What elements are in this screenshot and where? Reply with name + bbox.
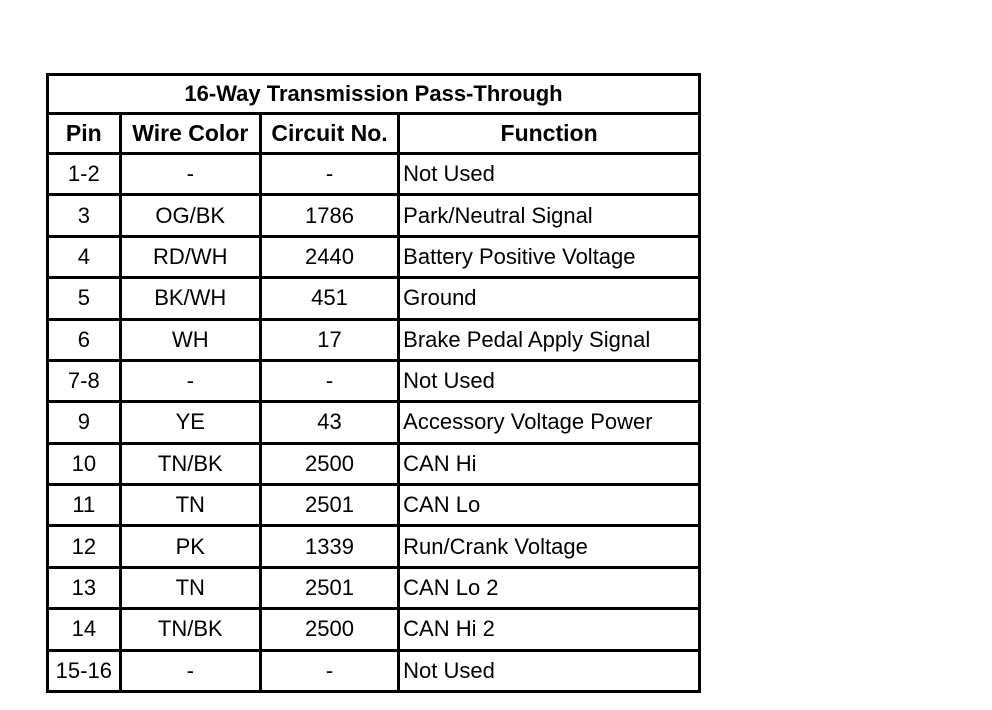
function-cell: CAN Lo 2 <box>400 569 698 607</box>
wire-color-cell: TN <box>122 486 259 524</box>
table-row <box>49 445 698 483</box>
circuit-cell: 2440 <box>262 238 397 276</box>
table-header-row <box>49 115 698 152</box>
wire-color-cell: TN/BK <box>122 445 259 483</box>
wire-color-cell: RD/WH <box>122 238 259 276</box>
table-row <box>49 569 698 607</box>
circuit-cell: 1339 <box>262 527 397 565</box>
header-circuit-no: Circuit No. <box>262 115 397 152</box>
wire-color-cell: YE <box>122 403 259 441</box>
pin-cell: 12 <box>49 527 119 565</box>
function-cell: Run/Crank Voltage <box>400 527 698 565</box>
table-row <box>49 321 698 359</box>
function-cell: Battery Positive Voltage <box>400 238 698 276</box>
function-cell: Not Used <box>400 362 698 400</box>
function-cell: Brake Pedal Apply Signal <box>400 321 698 359</box>
wire-color-cell: - <box>122 652 259 691</box>
pin-cell: 4 <box>49 238 119 276</box>
function-cell: Park/Neutral Signal <box>400 196 698 234</box>
wire-color-cell: TN/BK <box>122 610 259 648</box>
table-row <box>49 486 698 524</box>
circuit-cell: - <box>262 362 397 400</box>
wire-color-cell: BK/WH <box>122 279 259 317</box>
pin-cell: 5 <box>49 279 119 317</box>
table-title-row <box>49 76 698 112</box>
table-row <box>49 610 698 648</box>
function-cell: Not Used <box>400 155 698 193</box>
pin-cell: 9 <box>49 403 119 441</box>
wire-color-cell: WH <box>122 321 259 359</box>
wire-color-cell: TN <box>122 569 259 607</box>
function-cell: CAN Hi <box>400 445 698 483</box>
pin-cell: 1-2 <box>49 155 119 193</box>
header-function: Function <box>400 115 698 152</box>
circuit-cell: 1786 <box>262 196 397 234</box>
function-cell: Not Used <box>400 652 698 691</box>
pin-cell: 10 <box>49 445 119 483</box>
circuit-cell: 2500 <box>262 445 397 483</box>
table-title: 16-Way Transmission Pass-Through <box>49 76 698 112</box>
circuit-cell: 2501 <box>262 486 397 524</box>
function-cell: CAN Hi 2 <box>400 610 698 648</box>
wire-color-cell: - <box>122 155 259 193</box>
pin-cell: 14 <box>49 610 119 648</box>
pin-cell: 3 <box>49 196 119 234</box>
circuit-cell: 451 <box>262 279 397 317</box>
wire-color-cell: OG/BK <box>122 196 259 234</box>
pin-cell: 7-8 <box>49 362 119 400</box>
wire-color-cell: - <box>122 362 259 400</box>
function-cell: CAN Lo <box>400 486 698 524</box>
table-row <box>49 155 698 193</box>
circuit-cell: - <box>262 652 397 691</box>
table-row <box>49 362 698 400</box>
pin-cell: 11 <box>49 486 119 524</box>
circuit-cell: 2500 <box>262 610 397 648</box>
table-row <box>49 279 698 317</box>
circuit-cell: - <box>262 155 397 193</box>
pass-through-pin-table <box>46 73 701 693</box>
table-row <box>49 527 698 565</box>
table-row <box>49 403 698 441</box>
circuit-cell: 43 <box>262 403 397 441</box>
table-row <box>49 652 698 691</box>
wire-color-cell: PK <box>122 527 259 565</box>
header-pin: Pin <box>49 115 119 152</box>
circuit-cell: 2501 <box>262 569 397 607</box>
function-cell: Accessory Voltage Power <box>400 403 698 441</box>
function-cell: Ground <box>400 279 698 317</box>
pin-cell: 15-16 <box>49 652 119 691</box>
circuit-cell: 17 <box>262 321 397 359</box>
table-row <box>49 238 698 276</box>
table-row <box>49 196 698 234</box>
pin-cell: 6 <box>49 321 119 359</box>
pin-cell: 13 <box>49 569 119 607</box>
header-wire-color: Wire Color <box>122 115 259 152</box>
